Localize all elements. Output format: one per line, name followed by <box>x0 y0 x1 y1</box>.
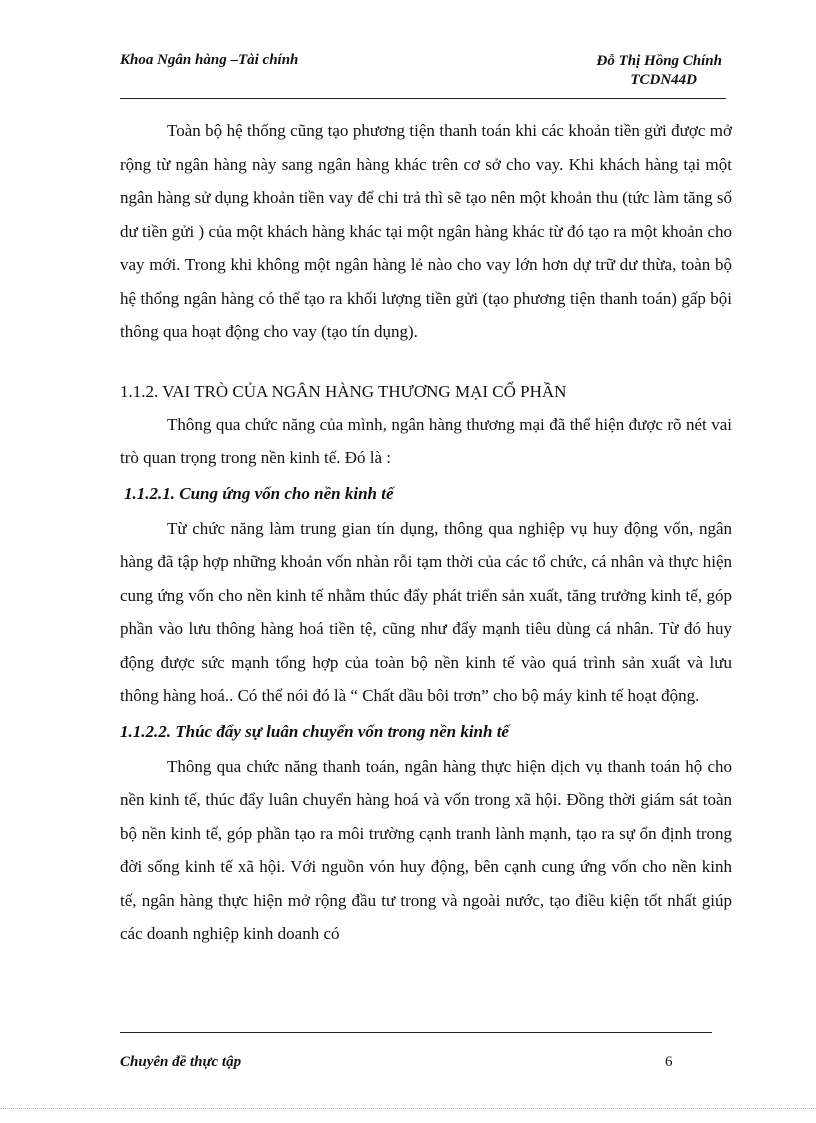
document-body <box>120 114 732 951</box>
page-bottom-border <box>0 1108 816 1109</box>
footer-divider <box>120 1032 712 1033</box>
header-class-code: TCDN44D <box>630 72 697 88</box>
paragraph-role-intro: Thông qua chức năng của mình, ngân hàng thương mại đã thể hiện được rõ nét vai trò quan trọng trong nền kinh tế. Đó là : <box>120 414 732 467</box>
header-author: Đỗ Thị Hồng Chính <box>596 53 722 69</box>
subsection-heading-capital-supply: 1.1.2.1. Cung ứng vốn cho nền kinh tế <box>124 483 394 503</box>
footer-title: Chuyên đề thực tập <box>120 1054 242 1070</box>
header-faculty: Khoa Ngân hàng –Tài chính <box>120 52 299 68</box>
paragraph-capital-supply: Từ chức năng làm trung gian tín dụng, thông qua nghiệp vụ huy động vốn, ngân hàng đã tập hợp những khoản vốn nhàn rỗi tạm thời của các tổ chức, cá nhân và thực hiện cung ứng vốn cho nền kinh tế nhằm thúc đẩy phát triển sản xuất, tăng trưởng kinh tế, góp phần vào lưu thông hàng hoá tiền tệ, cũng như đẩy mạnh tiêu dùng cá nhân. Từ đó huy động được sức mạnh tổng hợp của toàn bộ nền kinh tế vào quá trình sản xuất và lưu thông hàng hoá.. Có thể nói đó là “ Chất dầu bôi trơn” cho bộ máy kinh tế hoạt động. <box>120 518 732 705</box>
header-author-block <box>597 52 722 90</box>
paragraph-capital-circulation: Thông qua chức năng thanh toán, ngân hàng thực hiện dịch vụ thanh toán hộ cho nền kinh tế, thúc đẩy luân chuyển hàng hoá và vốn trong xã hội. Đồng thời giám sát toàn bộ nền kinh tế, góp phần tạo ra môi trường cạnh tranh lành mạnh, tạo ra sự ổn định trong đời sống kinh tế xã hội. Với nguồn vón huy động, bên cạnh cung ứng vốn cho nền kinh tế, ngân hàng thực hiện mở rộng đầu tư trong và ngoài nước, tạo điều kiện tốt nhất giúp các doanh nghiệp kinh doanh có <box>120 756 732 943</box>
paragraph-banking-system: Toàn bộ hệ thống cũng tạo phương tiện thanh toán khi các khoản tiền gửi được mở rộng từ ngân hàng này sang ngân hàng khác trên cơ sở cho vay. Khi khách hàng tại một ngân hàng sử dụng khoản tiền vay để chi trả thì sẽ tạo nên một khoản thu (tức làm tăng số dư tiền gửi ) của một khách hàng khác tại một ngân hàng khác từ đó tạo ra một khoản cho vay mới. Trong khi không một ngân hàng lẻ nào cho vay lớn hơn dự trữ dư thừa, toàn bộ hệ thống ngân hàng có thể tạo ra khối lượng tiền gửi (tạo phương tiện thanh toán) gấp bội thông qua hoạt động cho vay (tạo tín dụng). <box>120 121 732 341</box>
subsection-heading-capital-circulation: 1.1.2.2. Thúc đẩy sự luân chuyển vốn trong nền kinh tế <box>120 721 509 741</box>
page-number: 6 <box>665 1054 673 1070</box>
section-heading: 1.1.2. VAI TRÒ CỦA NGÂN HÀNG THƯƠNG MẠI CỔ PHẦN <box>120 381 567 401</box>
page-header <box>120 52 726 99</box>
